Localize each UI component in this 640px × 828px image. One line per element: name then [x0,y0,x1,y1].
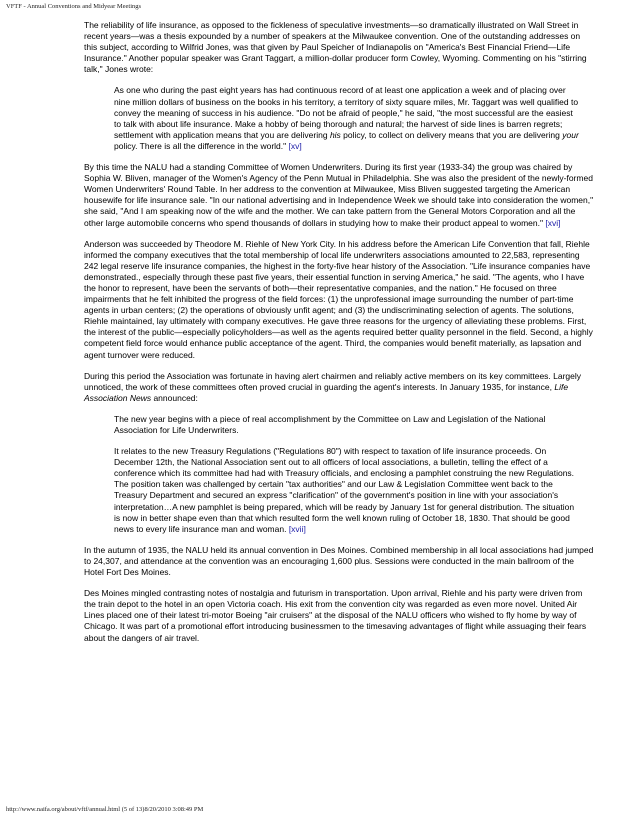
paragraph-riehle [84,239,594,361]
text-run: Des Moines mingled contrasting notes of nostalgia and futurism in transportation. Upon arrival, Riehle and his party were driven from the train depot to the hotel in an open Victoria coach. His exit from the convention city was regarded as even more novel. United Air Lines placed one of their latest tri-motor Boeing "air cruisers" at the disposal of the NALU officers who wished to fly home by way of Chicago. It was part of a promotional effort introducing businessmen to the timesaving advantages of flight while assuaging their fears about the dangers of air travel. [84,588,587,643]
text-run: policy, to collect on delivery means that you are delivering [340,129,563,140]
text-run: announced: [151,392,198,403]
article-body [84,20,594,654]
paragraph-taggart-intro [84,20,594,75]
page-footer: http://www.naifa.org/about/vftf/annual.html (5 of 13)8/20/2010 3:08:49 PM [6,806,204,813]
text-run: Anderson was succeeded by Theodore M. Riehle of New York City. In his address before the American Life Convention that fall, Riehle informed the company executives that the total membership of local life underwriters associations amounted to 22,583, representing 242 legal reserve life insurance companies, the highest in the forty-five hear history of the Association. "Life insurance companies have demonstrated., especially through these past five years, their essential function in serving America," he said. "The agents, who I have the honor to represent, have been the servants of both—their representative companies, and the nation." He focused on three impairments that he felt inhibited the progress of the field forces: (1) the unprofessional image surrounding the number of part-time agents in urban centers; (2) the operations of obviously unfit agent; and (3) the undiscriminating selection of agents. The solutions, Riehle maintained, lay ultimately with company executives. He gave three reasons for the urgency of alleviating these problems. First, the interest of the public—especially policyholders—as well as the agents required better quality personnel in the field. Second, a highly competent field force would enhance public acceptance of the agent. Third, the companies would benefit materially, as lapsation and agent turnover were reduced. [84,238,593,360]
footnote-link[interactable]: [xvi] [545,217,561,228]
italic-text: your [562,129,579,140]
blockquote-taggart [114,85,582,152]
italic-text: his [329,129,341,140]
paragraph-women-underwriters [84,162,594,229]
text-run: The new year begins with a piece of real accomplishment by the Committee on Law and Legislation of the National Association for Life Underwriters. [114,413,546,435]
text-run: policy. There is all the difference in the world." [114,140,289,151]
text-run: As one who during the past eight years has had continuous record of at least one application a week and of placing over nine million dollars of business on the books in his territory, a territory of sixty square miles, Mr. Taggart was well qualified to convey the meaning of success in his audience. "Do not be afraid of people," he said, "the most successful are the easiest to talk with about life insurance. Make a hobby of being thorough and natural; the harvest of side lines is barren regrets; settlement with application means that you are delivering [114,85,579,140]
page-header: VFTF - Annual Conventions and Midyear Meetings [6,3,142,10]
text-run: By this time the NALU had a standing Committee of Women Underwriters. During its first year (1933-34) the group was chaired by Sophia W. Bliven, manager of the Women's Agency of the Penn Mutual in Philadelphia. She was also the president of the newly-formed Women Underwriters' Round Table. In her address to the convention at Milwaukee, Miss Bliven suggested targeting the American housewife for life insurance sale. "In our national advertising and in Independence Week we should take into consideration the women," she said, "And I am speaking now of the wife and the mother. We can take pattern from the General Motors Corporation and all the other large automobile concerns who spend thousands of dollars in studying how to make their product appeal to women." [84,162,594,228]
blockquote-treasury-regulations [114,446,582,535]
footnote-link[interactable]: [xvii] [288,523,306,534]
text-run: In the autumn of 1935, the NALU held its annual convention in Des Moines. Combined membership in all local associations had jumped to 24,307, and attendance at the convention was an encouraging 1,600 plus. Sessions were conducted in the main ballroom of the Hotel Fort Des Moines. [84,544,594,578]
paragraph-des-moines-convention [84,545,594,578]
italic-text: Life Association News [84,381,569,403]
text-run: It relates to the new Treasury Regulations ("Regulations 80") with respect to taxation of life insurance proceeds. On December 12th, the National Association sent out to all officers of local associations, a bulletin, telling the effect of a conference which its committee had had with Treasury officials, and enclosing a pamphlet construing the new Regulations. The position taken was challenged by certain "tax authorities" and our Law & Legislation Committee went back to the Treasury Department and secured an express "clarification" of the government's position in line with your association's interpretation…A new pamphlet is being prepared, which will be ready by January 1st for general distribution. The situation is now in better shape even than that which resulted form the well known ruling of October 18, 1830. That should be good news to every life insurance man and woman. [114,446,575,534]
text-run: During this period the Association was fortunate in having alert chairmen and reliably active members on its key committees. Largely unnoticed, the work of these committees often proved crucial in guarding the agent's interests. In January 1935, for instance, [84,370,582,392]
footnote-link[interactable]: [xv] [288,140,302,151]
paragraph-committees [84,371,594,404]
blockquote-new-year [114,414,582,436]
text-run: The reliability of life insurance, as opposed to the fickleness of speculative investments—so dramatically illustrated on Wall Street in recent years—was a thesis expounded by a number of speakers at the Milwaukee convention. One of the outstanding addresses on this subject, according to Wilfrid Jones, was that given by Paul Speicher of Indianapolis on "America's Best Financial Friend—Life Insurance." Another popular speaker was Grant Taggart, a million-dollar producer form Cowley, Wyoming. Commenting on his "stirring talk," Jones wrote: [84,20,587,75]
paragraph-des-moines-transport [84,588,594,643]
